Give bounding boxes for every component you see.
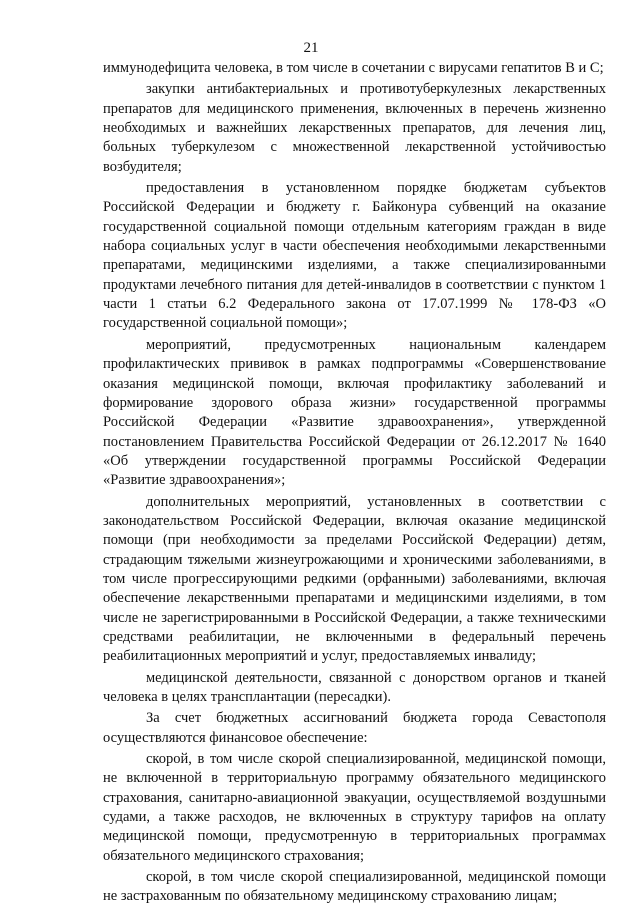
paragraph: мероприятий, предусмотренных национальным календарем профилактических прививок в рамках подпрограммы «Совершенствование оказания медицинской помощи, включая профилактику заболеваний и формирование здорового образа жизни» государственной программы Российской Федерации «Развитие здравоохранения», утвержденной постановлением Правительства Российской Федерации от 26.12.2017 № 1640 «Об утверждении государственной программы Российской Федерации «Развитие здравоохранения»; [103, 336, 606, 489]
page-number: 21 [303, 40, 319, 56]
document-body [103, 59, 606, 909]
paragraph: закупки антибактериальных и противотуберкулезных лекарственных препаратов для медицинского применения, включенных в перечень жизненно необходимых и важнейших лекарственных препаратов, для лечения лиц, больных туберкулезом с множественной лекарственной устойчивостью возбудителя; [103, 81, 606, 175]
paragraph: скорой, в том числе скорой специализированной, медицинской помощи не застрахованным по обязательному медицинскому страхованию лицам; [103, 869, 606, 905]
paragraph: скорой, в том числе скорой специализированной, медицинской помощи, не включенной в территориальную программу обязательного медицинского страхования, санитарно-авиационной эвакуации, осуществляемой воздушными судами, а также расходов, не включенных в структуру тарифов на оплату медицинской помощи, предусмотренную в территориальных программах обязательного медицинского страхования; [103, 751, 606, 864]
paragraph-continuation: иммунодефицита человека, в том числе в сочетании с вирусами гепатитов В и С; [103, 60, 604, 76]
paragraph: предоставления в установленном порядке бюджетам субъектов Российской Федерации и бюджету г. Байконура субвенций на оказание государственной социальной помощи отдельным категориям граждан в виде набора социальных услуг в части обеспечения необходимыми лекарственными препаратами, медицинскими изделиями, а также специализированными продуктами лечебного питания для детей-инвалидов в соответствии с пунктом 1 части 1 статьи 6.2 Федерального закона от 17.07.1999 № 178-ФЗ «О государственной социальной помощи»; [103, 180, 606, 332]
paragraph: медицинской деятельности, связанной с донорством органов и тканей человека в целях трансплантации (пересадки). [103, 669, 606, 705]
paragraph: дополнительных мероприятий, установленных в соответствии с законодательством Российской Федерации, включая оказание медицинской помощи (при необходимости за пределами Российской Федерации) детям, страдающим тяжелыми жизнеугрожающими и хроническими заболеваниями, в том числе прогрессирующими редкими (орфанными) заболеваниями, включая обеспечение лекарственными препаратами и медицинскими изделиями, в том числе не зарегистрированными в Российской Федерации, а также техническими средствами реабилитации, не включенными в федеральный перечень реабилитационных мероприятий и услуг, предоставляемых инвалиду; [103, 493, 606, 665]
paragraph: За счет бюджетных ассигнований бюджета города Севастополя осуществляются финансовое обеспечение: [103, 710, 606, 746]
